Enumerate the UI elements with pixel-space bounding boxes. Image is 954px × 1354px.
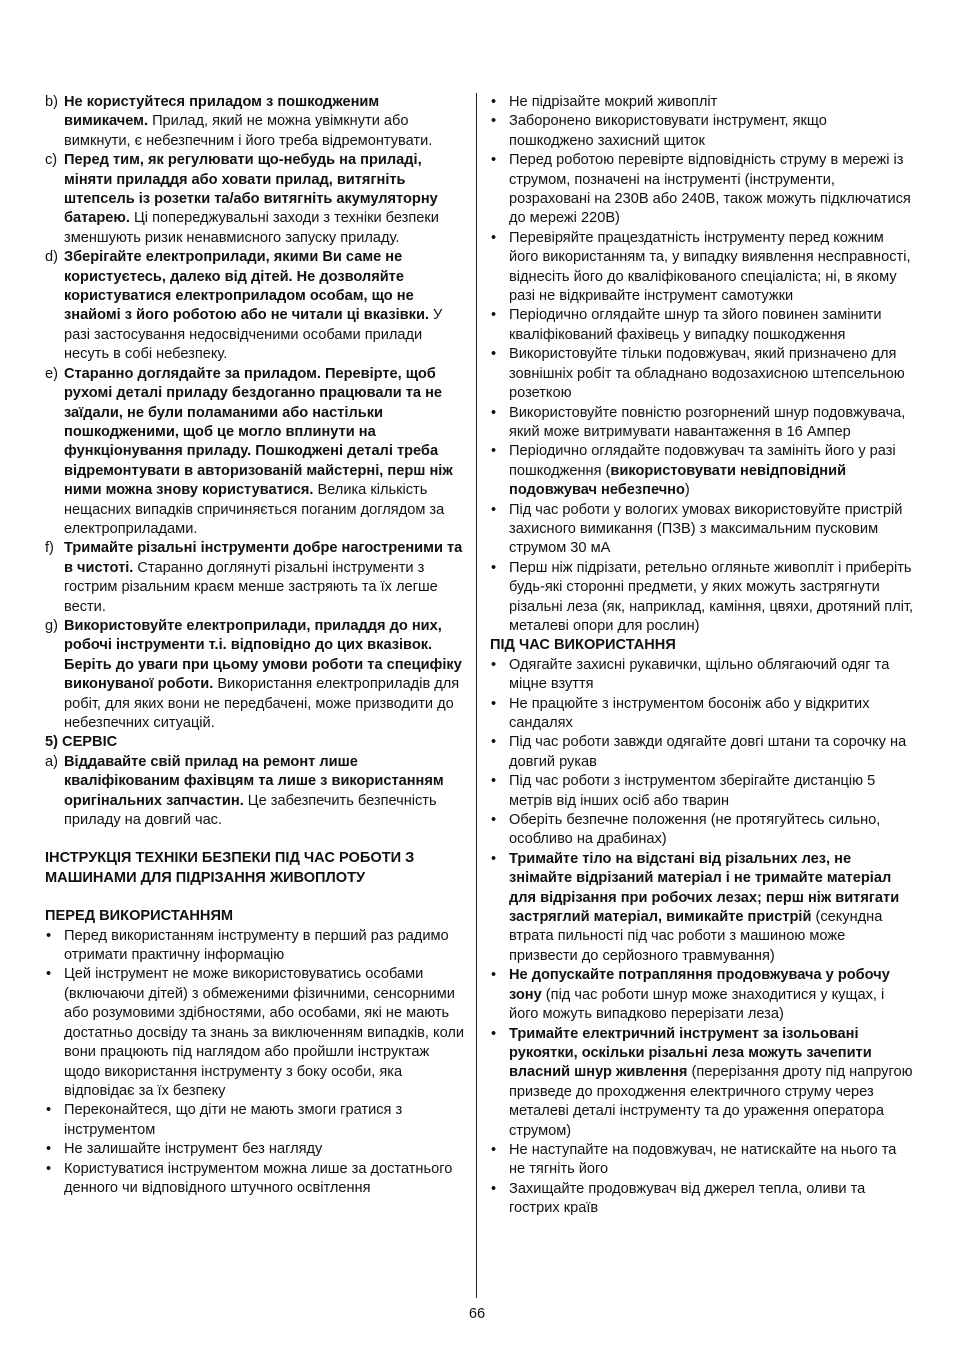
item-marker: f)	[45, 540, 54, 557]
item-text: Це забезпечить безпечність приладу на довгий час.	[64, 792, 437, 829]
bullet-item	[45, 1160, 465, 1199]
item-bold-text: Перед тим, як регулювати що-небудь на приладі, міняти приладдя або ховати прилад, витягніть штепсель із розетки та/або витягніть акумуляторну батарею.	[64, 152, 438, 227]
item-marker: e)	[45, 365, 58, 382]
bullet-item	[490, 112, 915, 151]
bullet-item	[490, 966, 915, 1024]
bullet-text: Не підрізайте мокрий живопліт	[509, 94, 718, 110]
item-text: Ці попереджувальні заходи з техніки безпеки зменшують ризик ненавмисного запуску приладу.	[64, 210, 439, 246]
bullet-item	[490, 850, 915, 966]
bullet-item	[490, 811, 915, 850]
item-text: Використання електроприладів для робіт, для яких вони не передбачені, може призводити до небезпечних ситуацій.	[64, 676, 460, 731]
bullet-item	[490, 1141, 915, 1180]
before-use-list	[45, 927, 465, 1199]
bullet-text: Не наступайте на подовжувач, не натискайте на нього та не тягніть його	[509, 1141, 897, 1178]
bullet-text: Періодично оглядайте подовжувач та замініть його у разі пошкодження (	[509, 443, 896, 479]
bullet-item	[490, 229, 915, 307]
bullet-text: Захищайте продовжувач від джерел тепла, оливи та гострих країв	[509, 1180, 866, 1217]
bullet-item	[490, 733, 915, 772]
bullet-item	[490, 656, 915, 695]
list-item	[45, 753, 465, 831]
during-use-list	[490, 656, 915, 1219]
list-item	[45, 248, 465, 364]
page-number: 66	[468, 1306, 486, 1322]
item-marker: c)	[45, 152, 58, 169]
left-column	[45, 93, 465, 1198]
bullet-text: Оберіть безпечне положення (не протягуйтесь сильно, особливо на драбинах)	[509, 812, 881, 848]
during-use-heading: ПІД ЧАС ВИКОРИСТАННЯ	[490, 637, 676, 654]
bullet-text-after: (перерізання дроту під напругою призведе до проходження електричного струму через металеві деталі інструменту та до ураження оператора струмом)	[509, 1064, 913, 1139]
bullet-item	[490, 695, 915, 734]
bullet-item	[490, 306, 915, 345]
item-bold-text: Віддавайте свій прилад на ремонт лише кваліфікованим фахівцям та лише з використанням оригінальних запчастин.	[64, 753, 444, 809]
bullet-text: Перш ніж підрізати, ретельно огляньте живопліт і приберіть будь-які сторонні предмети, у яких можуть застрягнути різальні леза (як, наприклад, каміння, цвяхи, дротяний пліт, металеві опори для рослин)	[509, 559, 914, 634]
service-heading: 5) СЕРВІС	[45, 734, 118, 751]
bullet-item	[490, 1025, 915, 1141]
bullet-item	[490, 93, 915, 112]
item-bold-text: Тримайте різальні інструменти добре нагостреними та в чистоті.	[64, 540, 463, 576]
safety-items-list	[45, 93, 465, 733]
item-text: Прилад, який не можна увімкнути або вимкнути, є небезпечним і його треба відремонтувати.	[64, 113, 433, 149]
item-text: У разі застосування недосвідченими особами прилади несуть в собі небезпеку.	[64, 307, 443, 363]
right-column	[490, 93, 915, 1219]
bullet-text: Переконайтеся, що діти не мають змоги гратися з інструментом	[64, 1102, 403, 1138]
bullet-item	[490, 151, 915, 229]
item-marker: d)	[45, 249, 58, 266]
bullet-text: Одягайте захисні рукавички, щільно облягаючий одяг та міцне взуття	[509, 656, 890, 693]
bullet-text: Перед роботою перевірте відповідність струму в мережі із струмом, позначені на інструменті (інструменти, розраховані на 230В або 240В, також можуть підключатися до мережі 220В)	[509, 152, 911, 227]
bullet-item	[45, 965, 465, 1101]
list-item	[45, 151, 465, 248]
bullet-item	[490, 559, 915, 637]
bullet-bold-text: Не допускайте потрапляння продовжувача у робочу зону	[509, 967, 890, 1003]
hedge-trimmer-safety-heading: ІНСТРУКЦІЯ ТЕХНІКИ БЕЗПЕКИ ПІД ЧАС РОБОТИ З МАШИНАМИ ДЛЯ ПІДРІЗАННЯ ЖИВОПЛОТУ	[45, 850, 415, 886]
bullet-text: Під час роботи у вологих умовах використовуйте пристрій захисного вимикання (ПЗВ) з максимальним пусковим струмом 30 мА	[509, 501, 903, 557]
bullet-text: Під час роботи з інструментом зберігайте дистанцію 5 метрів від інших осіб або тварин	[509, 773, 876, 809]
item-marker: a)	[45, 753, 58, 770]
bullet-item	[490, 772, 915, 811]
item-bold-text: Старанно доглядайте за приладом. Перевірте, щоб рухомі деталі приладу бездоганно працювали та не заїдали, не були поламаними або настільки пошкодженими, щоб це могло вплинути на функціонування приладу. Пошкоджені деталі треба відремонтувати в авторизованій майстерні, перш ніж ними можна знову користуватися.	[64, 365, 453, 499]
item-marker: g)	[45, 617, 58, 634]
bullet-text: Перед використанням інструменту в перший раз радимо отримати практичну інформацію	[64, 927, 449, 964]
bullet-item	[490, 1180, 915, 1219]
bullet-text-after: )	[684, 482, 690, 499]
bullet-text: Не залишайте інструмент без нагляду	[64, 1141, 323, 1158]
service-item-list	[45, 753, 465, 831]
item-bold-text: Зберігайте електроприлади, якими Ви саме не користуєтесь, далеко від дітей. Не дозволяйте користуватися електроприладом особам, що не знайомі з його роботою або не читали ці вказівки.	[64, 249, 429, 324]
list-item	[45, 617, 465, 733]
item-text: Велика кількість нещасних випадків спричиняється поганим доглядом за електроприладами.	[64, 482, 445, 537]
bullet-item	[490, 404, 915, 443]
bullet-text: Заборонено використовувати інструмент, якщо пошкоджено захисний щиток	[509, 113, 827, 149]
item-text: Старанно доглянуті різальні інструменти з гострим різальним краєм менше застряють та їх легше вести.	[64, 559, 438, 615]
bullet-text: Перевіряйте працездатність інструменту перед кожним його використанням та, у випадку виявлення несправності, віднесіть його до кваліфікованого спеціаліста; ні, в якому разі не відкривайте інструмент самотужки	[509, 229, 911, 305]
bullet-text-after: (секундна втрата пильності під час роботи з машиною може призвести до серйозного травмування)	[509, 909, 883, 964]
bullet-item	[45, 1101, 465, 1140]
bullet-text-after: (під час роботи шнур може знаходитися у кущах, і його можуть випадково перерізати леза)	[509, 986, 885, 1023]
column-divider	[476, 93, 477, 1298]
bullet-bold-text: Тримайте електричний інструмент за ізольовані рукоятки, оскільки різальні леза можуть зачепити власний шнур живлення	[509, 1025, 872, 1081]
list-item	[45, 539, 465, 617]
bullet-bold-text: використовувати невідповідний подовжувач небезпечно	[509, 462, 847, 499]
item-bold-text: Не користуйтеся приладом з пошкодженим вимикачем.	[64, 94, 380, 130]
bullet-item	[45, 927, 465, 966]
bullet-item	[490, 442, 915, 500]
bullet-text: Не працюйте з інструментом босоніж або у відкритих сандалях	[509, 695, 870, 731]
preparation-list	[490, 93, 915, 636]
bullet-item	[490, 345, 915, 403]
list-item	[45, 365, 465, 540]
bullet-bold-text: Тримайте тіло на відстані від різальних лез, не знімайте відрізаний матеріал і не тримайте матеріал для відрізання при робочих лезах; перш ніж витягати застряглий матеріал, вимикайте пристрій	[509, 850, 900, 926]
bullet-item	[45, 1140, 465, 1159]
bullet-text: Використовуйте повністю розгорнений шнур подовжувача, який може витримувати навантаження в 16 Ампер	[509, 404, 906, 440]
bullet-item	[490, 501, 915, 559]
item-bold-text: Використовуйте електроприлади, приладдя до них, робочі інструменти т.і. відповідно до цих вказівок. Беріть до уваги при цьому умови роботи та специфіку виконуваної роботи.	[64, 617, 462, 693]
before-use-heading: ПЕРЕД ВИКОРИСТАННЯМ	[45, 908, 234, 925]
item-marker: b)	[45, 94, 58, 110]
bullet-text: Цей інструмент не може використовуватись особами (включаючи дітей) з обмеженими фізичними, сенсорними або розумовими здібностями, або особами, які не мають достатньо досвіду та знань за виключенням випадків, коли вони працюють під наглядом або пройшли інструктаж щодо використання інструменту з боку особи, яка відповідає за їх безпеку	[64, 966, 465, 1099]
bullet-text: Використовуйте тільки подовжувач, який призначено для зовнішніх робіт та обладнано водозахисною штепсельною розеткою	[509, 346, 905, 402]
list-item	[45, 93, 465, 151]
bullet-text: Під час роботи завжди одягайте довгі штани та сорочку на довгий рукав	[509, 734, 907, 770]
bullet-text: Користуватися інструментом можна лише за достатнього денного чи відповідного штучного освітлення	[64, 1160, 453, 1196]
bullet-text: Періодично оглядайте шнур та зйого повинен замінити кваліфікований фахівець у випадку пошкодження	[509, 307, 882, 343]
